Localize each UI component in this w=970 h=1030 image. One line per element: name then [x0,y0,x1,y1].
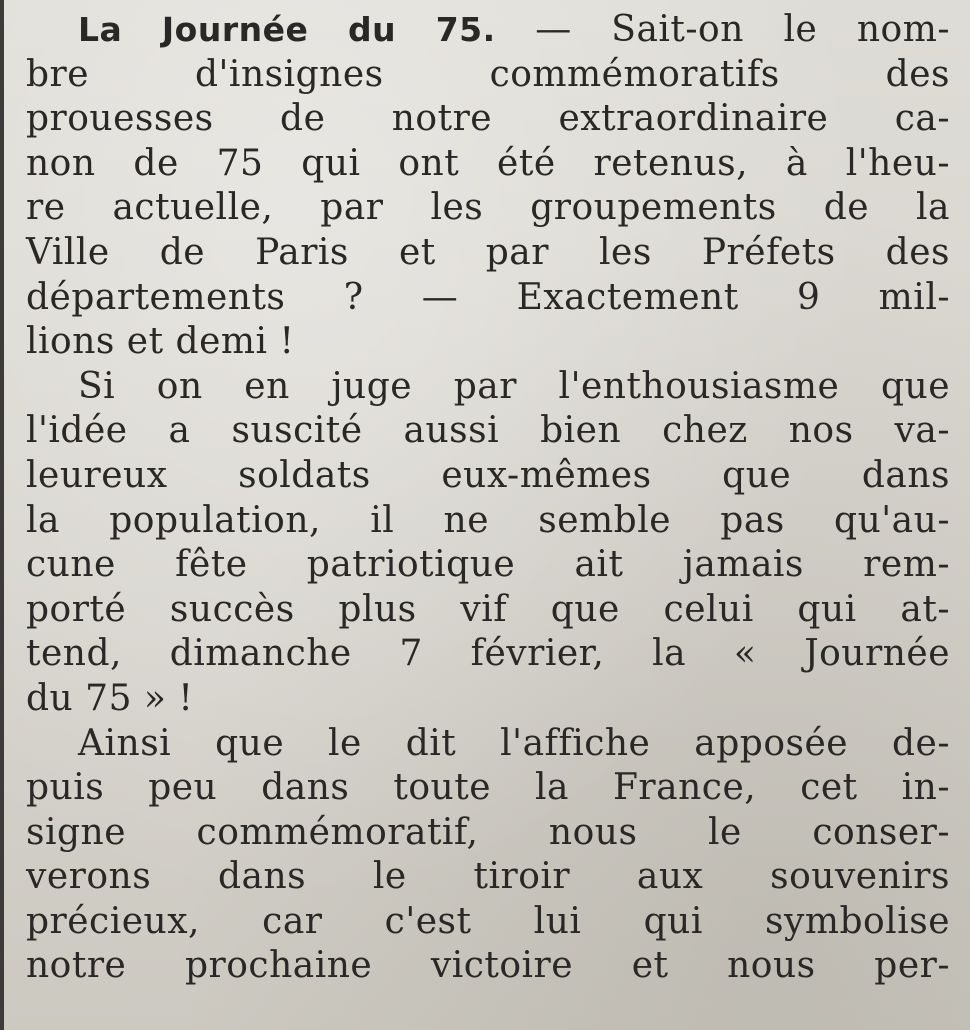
article-line: tend, dimanche 7 février, la « Journée [26,633,950,675]
article-line-text: — Sait-on le nom- [535,9,950,50]
article-line: signe commémoratif, nous le conser- [26,811,950,853]
article-line: bre d'insignes commémoratifs des [26,53,950,95]
article-line: Ville de Paris et par les Préfets des [26,231,950,273]
article-line: notre prochaine victoire et nous per- [26,945,950,987]
article-line: lions et demi ! [26,321,295,363]
article-line: porté succès plus vif que celui qui at- [26,588,950,630]
column-rule [0,0,4,1030]
article-line: prouesses de notre extraordinaire ca- [26,98,950,140]
article-line: non de 75 qui ont été retenus, à l'heu- [26,142,950,184]
article-line: précieux, car c'est lui qui symbolise [26,900,950,942]
article-line: la population, il ne semble pas qu'au- [26,499,950,541]
article-line: leureux soldats eux-mêmes que dans [26,454,950,496]
article-line: du 75 » ! [26,677,194,719]
article-line: verons dans le tiroir aux souvenirs [26,856,950,898]
article-line [26,8,950,53]
article-headline: La Journée du 75. [78,10,496,49]
article-line: Ainsi que le dit l'affiche apposée de- [78,722,950,764]
article-line: puis peu dans toute la France, cet in- [26,767,950,809]
article-text [26,8,950,989]
article-line: re actuelle, par les groupements de la [26,187,950,229]
article-line: l'idée a suscité aussi bien chez nos va- [26,410,950,452]
article-line: départements ? — Exactement 9 mil- [26,276,950,318]
article-line: cune fête patriotique ait jamais rem- [26,544,950,586]
article-line: Si on en juge par l'enthousiasme que [78,365,950,407]
